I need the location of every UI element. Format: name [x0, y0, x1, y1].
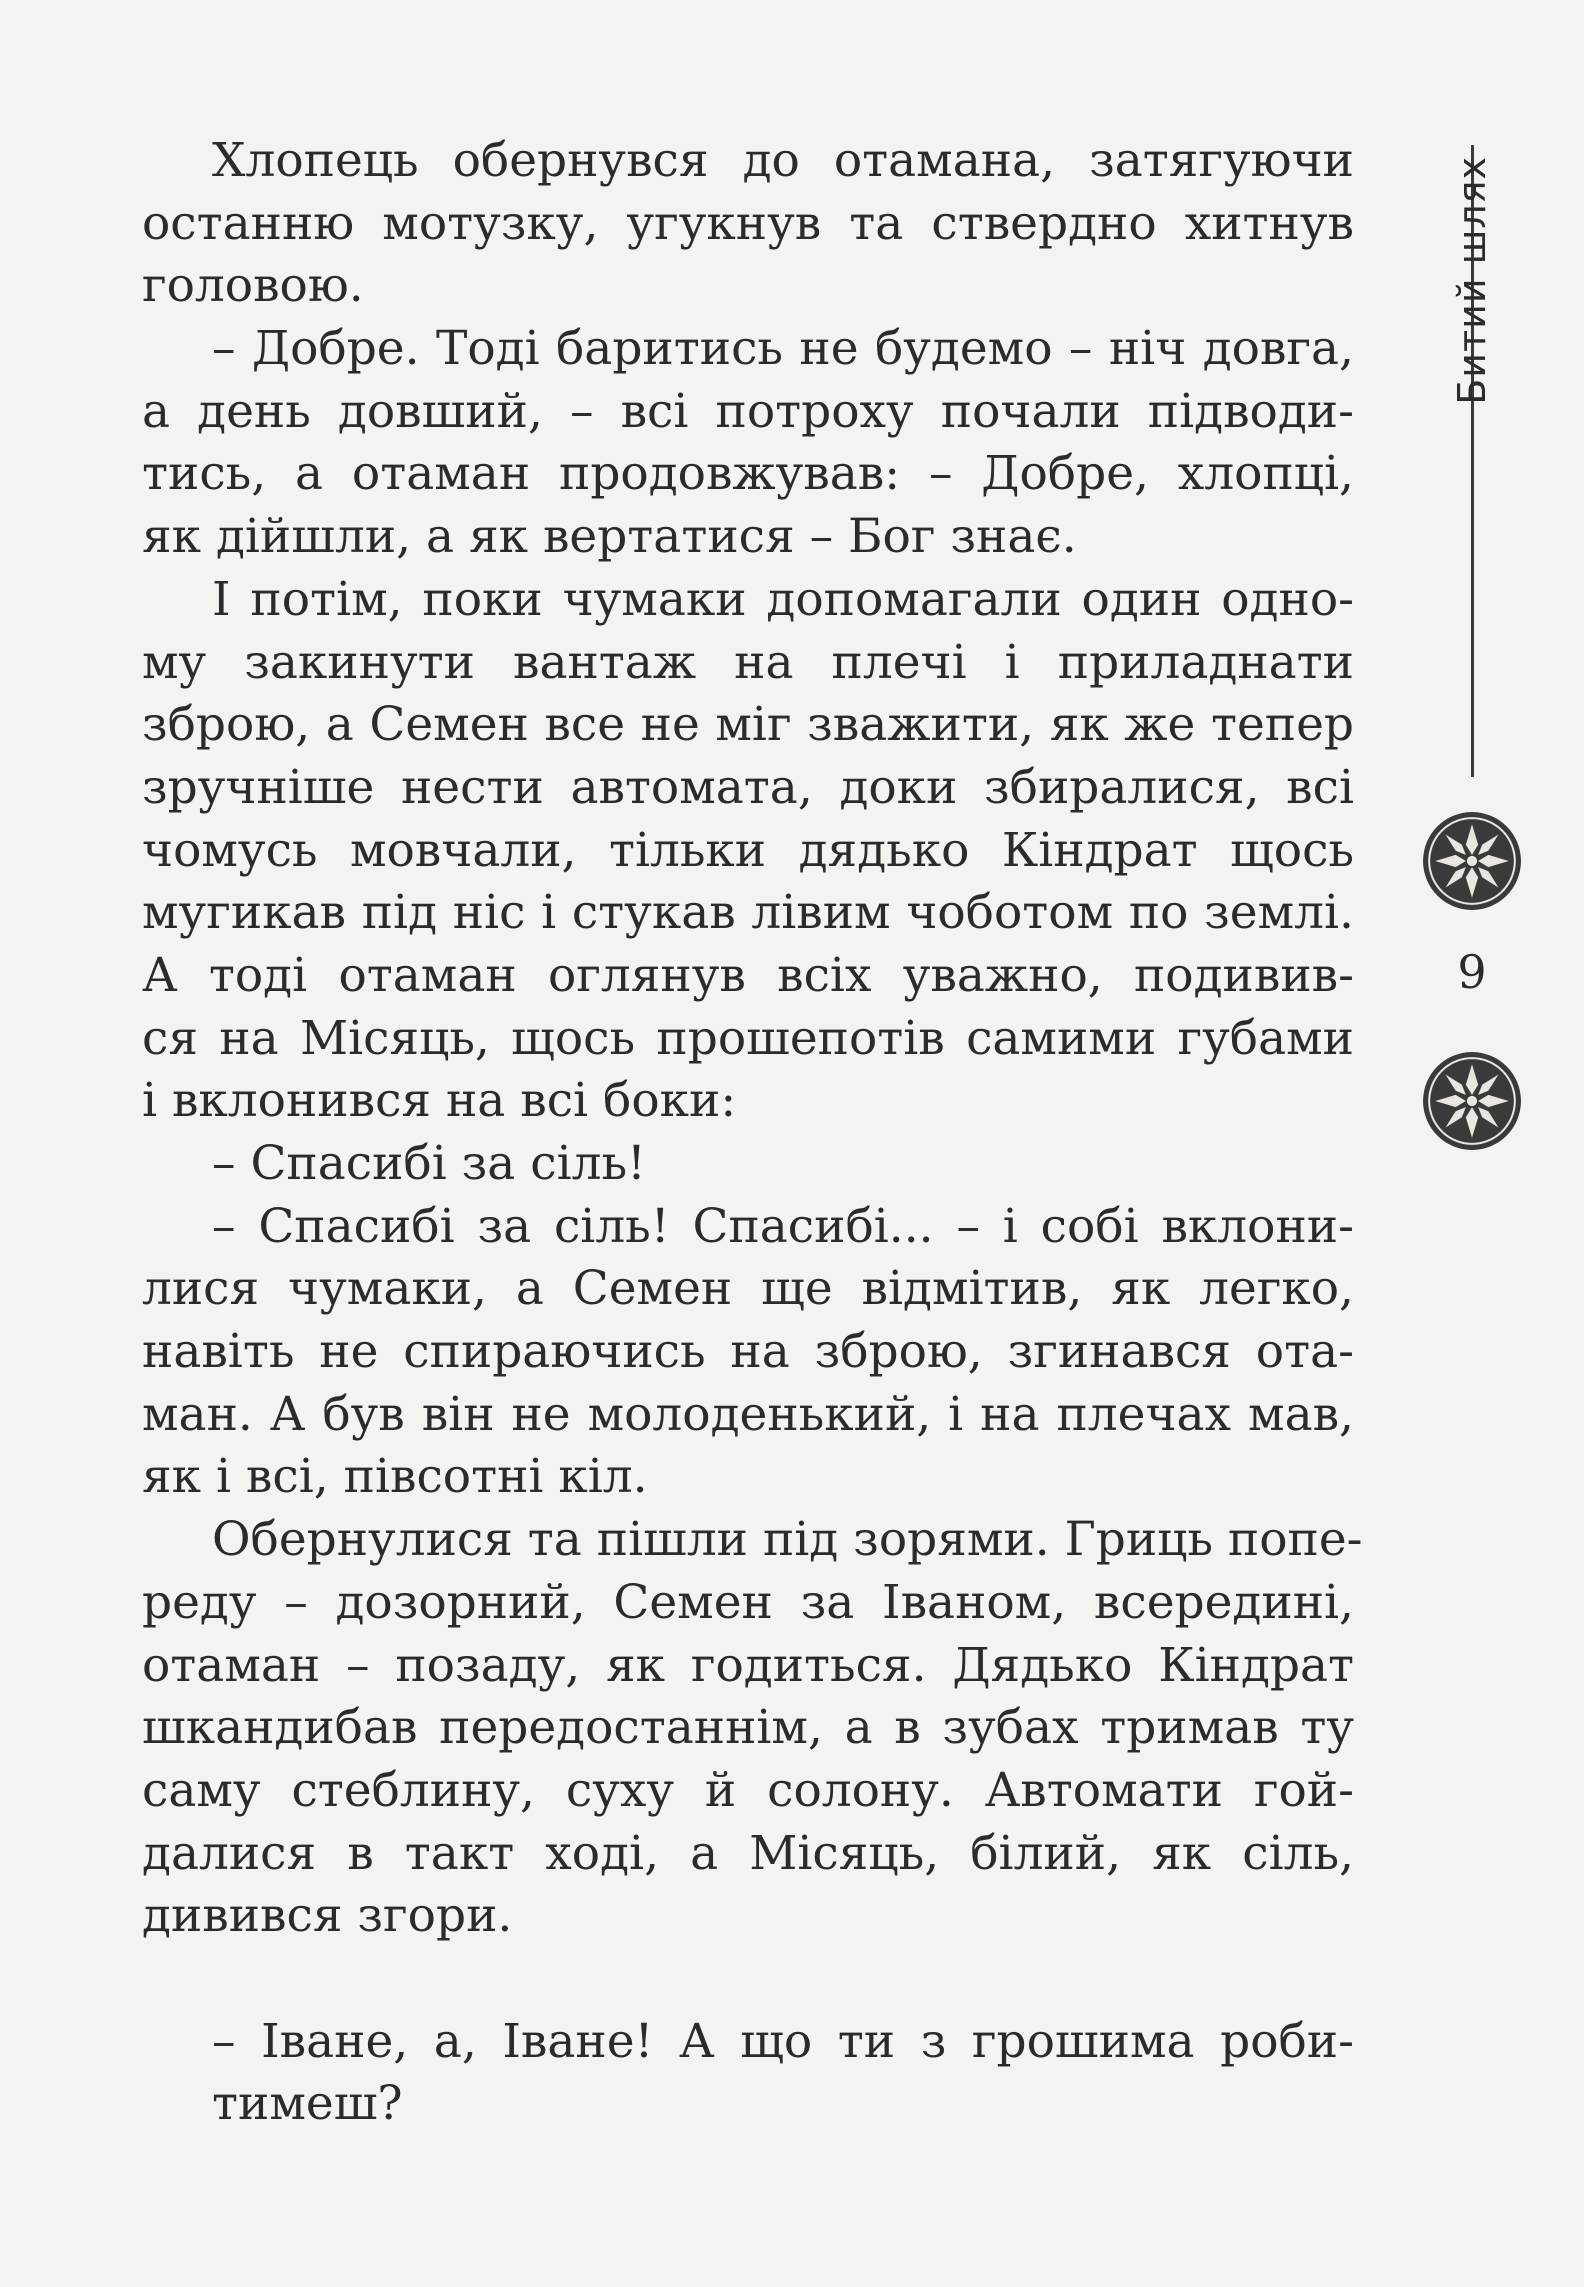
text-line: чомусь мовчали, тільки дядько Кіндрат щось [142, 822, 1354, 878]
text-line: – Добре. Тоді баритись не будемо – ніч довга, [212, 321, 1354, 377]
text-line: – Спасибі за сіль! [212, 1136, 646, 1191]
text-line: отаман – позаду, як годиться. Дядько Кіндрат [142, 1637, 1354, 1693]
text-line: дивився згори. [142, 1888, 513, 1944]
page-number: 9 [1457, 945, 1487, 999]
running-title-text: Битий шлях [1450, 155, 1494, 405]
text-line: і вклонився на всі боки: [142, 1073, 737, 1129]
text-line: шкандибав передостаннім, а в зубах тримав ту [142, 1700, 1354, 1756]
text-line: лися чумаки, а Семен ще відмітив, як легко, [142, 1261, 1354, 1317]
text-line: далися в такт ході, а Місяць, білий, як сіль, [142, 1825, 1354, 1881]
text-line: саму стеблину, суху й солону. Автомати гой- [142, 1762, 1354, 1818]
ornament-top-icon [1421, 810, 1523, 912]
text-line: І потім, поки чумаки допомагали один одно- [212, 571, 1354, 627]
text-line: а день довший, – всі потроху почали підводи- [142, 383, 1354, 439]
text-line: Обернулися та пішли під зорями. Гриць попе- [212, 1512, 1363, 1568]
text-line: останню мотузку, угукнув та ствердно хитнув [142, 195, 1354, 251]
text-line: зручніше нести автомата, доки збиралися, всі [142, 759, 1354, 815]
text-line: тись, а отаман продовжував: – Добре, хлопці, [142, 446, 1354, 502]
text-line: як і всі, півсотні кіл. [142, 1449, 648, 1505]
ornament-bottom-icon [1421, 1050, 1523, 1152]
text-line: Хлопець обернувся до отамана, затягуючи [212, 133, 1354, 188]
text-line: зброю, а Семен все не міг зважити, як же тепер [142, 697, 1354, 753]
text-line: головою. [142, 258, 364, 314]
paragraph-gap [142, 1948, 1354, 2011]
running-title [1442, 150, 1502, 410]
text-line: тимеш? [212, 2076, 403, 2132]
text-line: А тоді отаман оглянув всіх уважно, подивив- [142, 947, 1354, 1003]
text-line: ман. А був він не молоденький, і на плечах мав, [142, 1386, 1354, 1442]
text-line: реду – дозорний, Семен за Іваном, всередині, [142, 1574, 1354, 1630]
text-line: – Іване, а, Іване! А що ти з грошима роби- [212, 2013, 1354, 2069]
body-text [142, 130, 1363, 2136]
text-line: мугикав під ніс і стукав лівим чоботом по землі. [142, 885, 1354, 941]
text-line: му закинути вантаж на плечі і приладнати [142, 634, 1354, 690]
text-line: як дійшли, а як вертатися – Бог знає. [142, 509, 1077, 565]
text-line: – Спасибі за сіль! Спасибі... – і собі вклони- [212, 1198, 1354, 1254]
text-line: навіть не спираючись на зброю, згинався ота- [142, 1324, 1354, 1380]
text-line: ся на Місяць, щось прошепотів самими губами [142, 1010, 1354, 1066]
